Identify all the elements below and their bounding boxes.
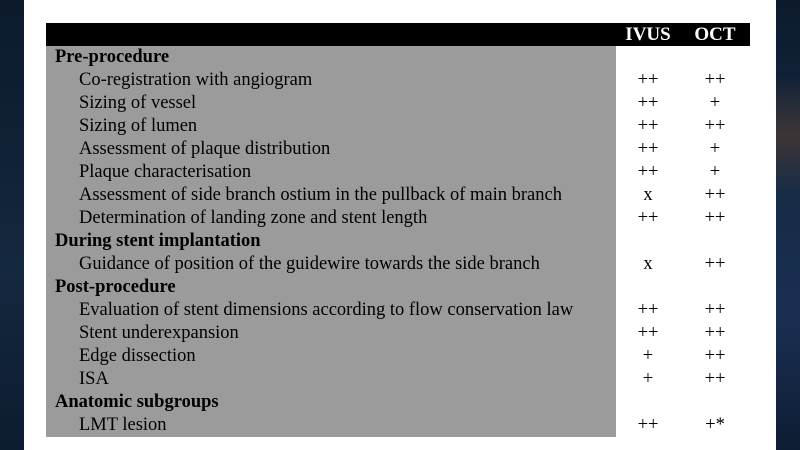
- header-ivus: IVUS: [616, 23, 680, 46]
- section-heading: During stent implantation: [46, 230, 616, 253]
- comparison-table-container: [46, 23, 750, 437]
- table-row: [46, 207, 750, 230]
- row-label: LMT lesion: [46, 414, 616, 437]
- table-row: [46, 115, 750, 138]
- table-row: [46, 322, 750, 345]
- ivus-cell: ++: [616, 138, 680, 161]
- section-heading: Post-procedure: [46, 276, 616, 299]
- oct-cell: ++: [680, 115, 750, 138]
- row-label: Evaluation of stent dimensions according to flow conservation law: [46, 299, 616, 322]
- ivus-cell: [616, 230, 680, 253]
- slide: [24, 0, 776, 450]
- table-section-row: [46, 230, 750, 253]
- table-section-row: [46, 391, 750, 414]
- oct-cell: [680, 46, 750, 69]
- table-row: [46, 253, 750, 276]
- table-row: [46, 414, 750, 437]
- row-label: Co-registration with angiogram: [46, 69, 616, 92]
- oct-cell: ++: [680, 299, 750, 322]
- ivus-cell: ++: [616, 161, 680, 184]
- oct-cell: +*: [680, 414, 750, 437]
- ivus-cell: ++: [616, 322, 680, 345]
- table-body: [46, 46, 750, 437]
- table-row: [46, 69, 750, 92]
- oct-cell: [680, 391, 750, 414]
- row-label: Determination of landing zone and stent length: [46, 207, 616, 230]
- left-frame-edge: [0, 0, 24, 450]
- table-row: [46, 345, 750, 368]
- section-heading: Anatomic subgroups: [46, 391, 616, 414]
- ivus-cell: x: [616, 184, 680, 207]
- oct-cell: ++: [680, 184, 750, 207]
- row-label: Sizing of lumen: [46, 115, 616, 138]
- ivus-cell: [616, 276, 680, 299]
- oct-cell: ++: [680, 207, 750, 230]
- oct-cell: [680, 276, 750, 299]
- table-section-row: [46, 46, 750, 69]
- oct-cell: +: [680, 161, 750, 184]
- ivus-cell: ++: [616, 115, 680, 138]
- ivus-cell: x: [616, 253, 680, 276]
- oct-cell: [680, 230, 750, 253]
- oct-cell: ++: [680, 69, 750, 92]
- table-section-row: [46, 276, 750, 299]
- section-heading: Pre-procedure: [46, 46, 616, 69]
- row-label: Guidance of position of the guidewire towards the side branch: [46, 253, 616, 276]
- ivus-cell: ++: [616, 207, 680, 230]
- oct-cell: ++: [680, 322, 750, 345]
- header-oct: OCT: [680, 23, 750, 46]
- table-row: [46, 92, 750, 115]
- row-label: Edge dissection: [46, 345, 616, 368]
- table-row: [46, 138, 750, 161]
- oct-cell: +: [680, 138, 750, 161]
- row-label: Assessment of side branch ostium in the pullback of main branch: [46, 184, 616, 207]
- ivus-cell: [616, 46, 680, 69]
- ivus-cell: ++: [616, 69, 680, 92]
- right-frame-accent: [776, 75, 800, 195]
- ivus-cell: ++: [616, 414, 680, 437]
- row-label: Stent underexpansion: [46, 322, 616, 345]
- row-label: Plaque characterisation: [46, 161, 616, 184]
- oct-cell: ++: [680, 253, 750, 276]
- oct-cell: ++: [680, 345, 750, 368]
- row-label: Sizing of vessel: [46, 92, 616, 115]
- table-header-row: [46, 23, 750, 46]
- table-row: [46, 184, 750, 207]
- table-row: [46, 299, 750, 322]
- oct-cell: ++: [680, 368, 750, 391]
- oct-cell: +: [680, 92, 750, 115]
- comparison-table: [46, 23, 750, 437]
- row-label: Assessment of plaque distribution: [46, 138, 616, 161]
- header-label: [46, 23, 616, 46]
- table-row: [46, 161, 750, 184]
- ivus-cell: +: [616, 368, 680, 391]
- table-row: [46, 368, 750, 391]
- ivus-cell: +: [616, 345, 680, 368]
- ivus-cell: ++: [616, 92, 680, 115]
- right-frame-edge: [776, 0, 800, 450]
- ivus-cell: ++: [616, 299, 680, 322]
- ivus-cell: [616, 391, 680, 414]
- row-label: ISA: [46, 368, 616, 391]
